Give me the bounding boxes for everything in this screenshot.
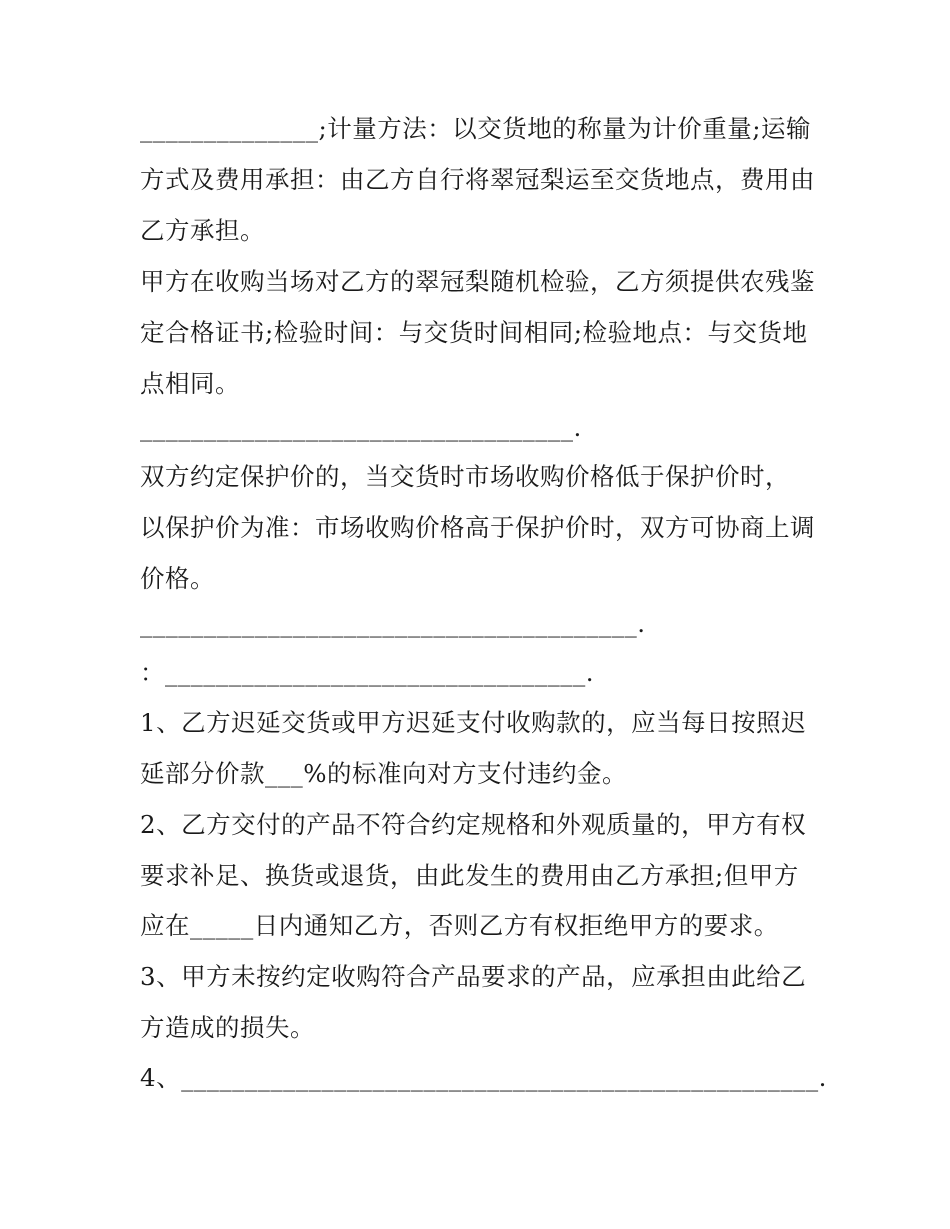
blank-line: _______________________________________. [140, 609, 646, 638]
text-line: 点相同。 [140, 369, 240, 398]
clause-3-line: 3、甲方未按约定收购符合产品要求的产品，应承担由此给乙 [140, 962, 807, 991]
text-line: 价格。 [140, 564, 215, 593]
blank-line: ：_________________________________. [140, 658, 595, 687]
text-line: 定合格证书;检验时间：与交货时间相同;检验地点：与交货地 [140, 318, 808, 347]
clause-1-line: 延部分价款___%的标准向对方支付违约金。 [140, 759, 628, 788]
clause-1-line: 1、乙方迟延交货或甲方迟延支付收购款的，应当每日按照迟 [140, 708, 807, 737]
text-line: 甲方在收购当场对乙方的翠冠梨随机检验，乙方须提供农残鉴 [140, 267, 815, 296]
text-line: 以保护价为准：市场收购价格高于保护价时，双方可协商上调 [140, 513, 815, 542]
blank-line: __________________________________. [140, 413, 582, 442]
text-line: 方式及费用承担：由乙方自行将翠冠梨运至交货地点，费用由 [140, 165, 815, 194]
clause-2-line: 2、乙方交付的产品不符合约定规格和外观质量的，甲方有权 [140, 810, 807, 839]
clause-3-line: 方造成的损失。 [140, 1013, 315, 1042]
clause-2-line: 应在_____日内通知乙方，否则乙方有权拒绝甲方的要求。 [140, 911, 779, 940]
clause-2-line: 要求补足、换货或退货，由此发生的费用由乙方承担;但甲方 [140, 861, 799, 890]
text-line: 双方约定保护价的，当交货时市场收购价格低于保护价时， [140, 462, 790, 491]
clause-4-line: 4、__________________________________________________. [140, 1063, 827, 1092]
text-line: ______________;计量方法：以交货地的称量为计价重量;运输 [140, 114, 812, 143]
text-line: 乙方承担。 [140, 216, 265, 245]
